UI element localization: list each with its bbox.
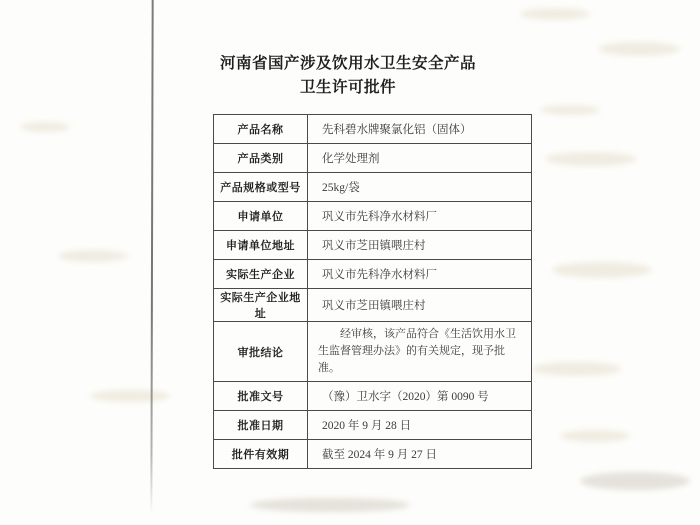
- row-value: 巩义市芝田镇喂庄村: [308, 231, 532, 260]
- scan-noise: [90, 390, 170, 402]
- row-value: 截至 2024 年 9 月 27 日: [308, 440, 532, 469]
- table-row: [214, 440, 532, 469]
- scan-noise: [560, 430, 630, 442]
- row-value: 2020 年 9 月 28 日: [308, 411, 532, 440]
- scan-noise: [540, 105, 600, 115]
- page-edge-line: [150, 0, 153, 514]
- scan-noise: [250, 498, 410, 512]
- table-row: [214, 411, 532, 440]
- row-value: 化学处理剂: [308, 144, 532, 173]
- row-label: 申请单位: [214, 202, 308, 231]
- scan-noise: [598, 42, 680, 56]
- row-value: 经审核，该产品符合《生活饮用水卫生监督管理办法》的有关规定，现予批准。: [308, 322, 532, 382]
- row-label: 实际生产企业: [214, 260, 308, 289]
- table-row: [214, 289, 532, 322]
- scan-noise: [580, 472, 690, 490]
- permit-table: [213, 114, 532, 469]
- scan-noise: [58, 250, 128, 262]
- scan-noise: [552, 262, 652, 278]
- row-value: 巩义市芝田镇喂庄村: [308, 289, 532, 322]
- row-label: 实际生产企业地址: [214, 289, 308, 322]
- scan-noise: [532, 362, 622, 376]
- row-label: 批准日期: [214, 411, 308, 440]
- table-row: [214, 173, 532, 202]
- row-value: 25kg/袋: [308, 173, 532, 202]
- scan-noise: [520, 8, 590, 20]
- row-label: 批准文号: [214, 382, 308, 411]
- table-row: [214, 382, 532, 411]
- scan-noise: [20, 122, 70, 132]
- row-value: 先科碧水牌聚氯化铝（固体）: [308, 115, 532, 144]
- row-label: 产品规格或型号: [214, 173, 308, 202]
- row-value: 巩义市先科净水材料厂: [308, 260, 532, 289]
- table-row: [214, 260, 532, 289]
- row-label: 审批结论: [214, 322, 308, 382]
- row-value: 巩义市先科净水材料厂: [308, 202, 532, 231]
- row-label: 批件有效期: [214, 440, 308, 469]
- table-row: [214, 144, 532, 173]
- table-row: [214, 231, 532, 260]
- row-label: 申请单位地址: [214, 231, 308, 260]
- row-value: （豫）卫水字（2020）第 0090 号: [308, 382, 532, 411]
- table-row-approval-conclusion: [214, 322, 532, 382]
- table-row: [214, 115, 532, 144]
- scan-noise: [545, 152, 637, 166]
- row-label: 产品名称: [214, 115, 308, 144]
- document-title-line1: 河南省国产涉及饮用水卫生安全产品: [219, 55, 476, 72]
- document-title: [168, 52, 528, 100]
- row-label: 产品类别: [214, 144, 308, 173]
- table-row: [214, 202, 532, 231]
- document-title-line2: 卫生许可批件: [299, 79, 396, 96]
